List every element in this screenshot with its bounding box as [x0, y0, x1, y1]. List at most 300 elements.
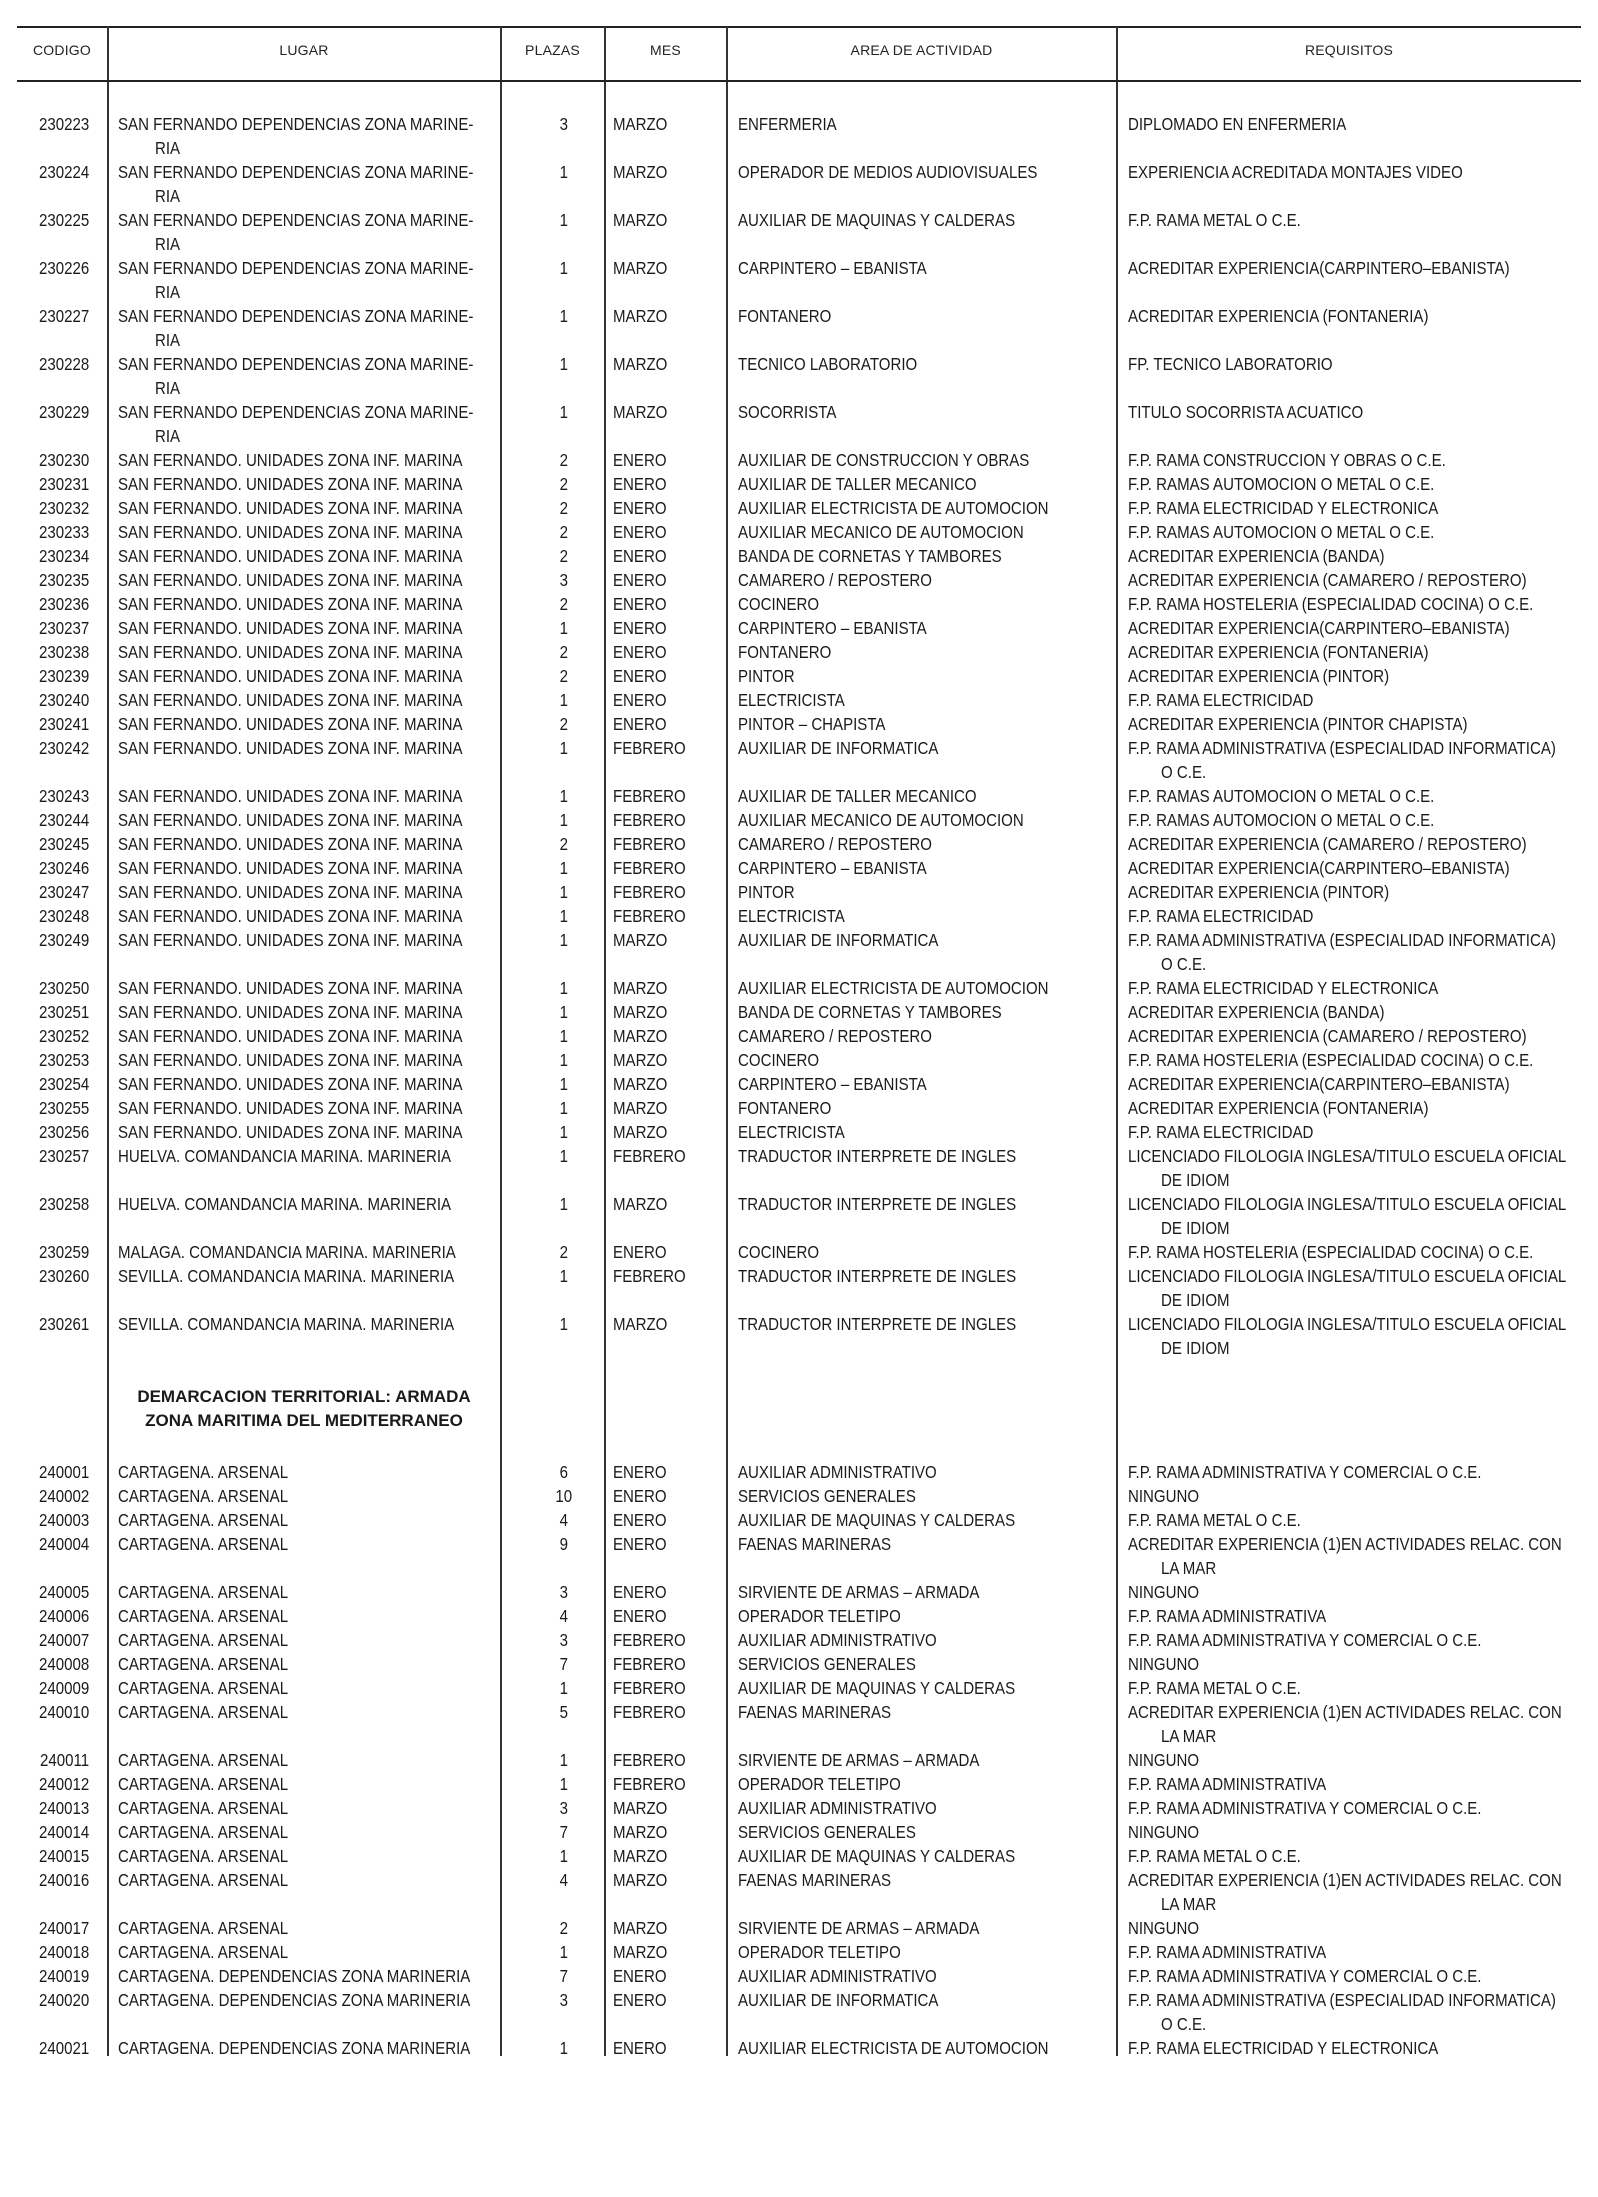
cell-codigo: 230224	[38, 162, 89, 182]
cell-lugar: HUELVA. COMANDANCIA MARINA. MARINERIA	[118, 1194, 452, 1214]
cell-plazas: 2	[559, 834, 569, 854]
cell-requisitos: F.P. RAMA HOSTELERIA (ESPECIALIDAD COCINA) O C.E.	[1128, 1050, 1534, 1070]
cell-codigo: 230252	[38, 1026, 89, 1046]
cell-plazas: 1	[559, 354, 569, 374]
cell-lugar: SAN FERNANDO. UNIDADES ZONA INF. MARINA	[118, 1050, 463, 1070]
cell-lugar: SAN FERNANDO DEPENDENCIAS ZONA MARINE-	[118, 258, 474, 278]
cell-mes: MARZO	[613, 930, 668, 950]
cell-plazas: 4	[559, 1870, 569, 1890]
cell-area: ELECTRICISTA	[738, 1122, 845, 1142]
cell-codigo: 230236	[38, 594, 89, 614]
cell-mes: MARZO	[613, 1870, 668, 1890]
cell-mes: MARZO	[613, 978, 668, 998]
cell-lugar: CARTAGENA. ARSENAL	[118, 1606, 289, 1626]
cell-plazas: 3	[559, 1630, 569, 1650]
cell-plazas: 7	[559, 1822, 569, 1842]
cell-plazas: 1	[559, 1266, 569, 1286]
cell-mes: MARZO	[613, 1314, 668, 1334]
cell-codigo: 240021	[38, 2038, 89, 2058]
header-bottom-rule	[17, 80, 1581, 82]
cell-lugar: SAN FERNANDO. UNIDADES ZONA INF. MARINA	[118, 1122, 463, 1142]
cell-plazas: 1	[559, 906, 569, 926]
cell-codigo: 230250	[38, 978, 89, 998]
cell-requisitos: ACREDITAR EXPERIENCIA (FONTANERIA)	[1128, 1098, 1429, 1118]
cell-mes: ENERO	[613, 2038, 667, 2058]
cell-plazas: 1	[559, 1002, 569, 1022]
cell-mes: FEBRERO	[613, 858, 686, 878]
cell-lugar: SAN FERNANDO. UNIDADES ZONA INF. MARINA	[118, 666, 463, 686]
cell-mes: FEBRERO	[613, 810, 686, 830]
cell-area: COCINERO	[738, 1050, 820, 1070]
cell-area: FONTANERO	[738, 1098, 832, 1118]
cell-mes: ENERO	[613, 1582, 667, 1602]
cell-plazas: 1	[559, 402, 569, 422]
cell-lugar: SAN FERNANDO DEPENDENCIAS ZONA MARINE-	[118, 306, 474, 326]
cell-mes: ENERO	[613, 1462, 667, 1482]
cell-plazas: 3	[559, 1798, 569, 1818]
cell-mes: MARZO	[613, 1846, 668, 1866]
cell-mes: MARZO	[613, 1122, 668, 1142]
cell-mes: FEBRERO	[613, 1750, 686, 1770]
cell-lugar: CARTAGENA. ARSENAL	[118, 1942, 289, 1962]
cell-lugar: CARTAGENA. ARSENAL	[118, 1750, 289, 1770]
cell-lugar: CARTAGENA. ARSENAL	[118, 1798, 289, 1818]
cell-area: SOCORRISTA	[738, 402, 837, 422]
cell-area: AUXILIAR ELECTRICISTA DE AUTOMOCION	[738, 498, 1049, 518]
cell-requisitos: ACREDITAR EXPERIENCIA (1)EN ACTIVIDADES RELAC. CON	[1128, 1870, 1562, 1890]
cell-lugar: CARTAGENA. ARSENAL	[118, 1846, 289, 1866]
cell-area: FAENAS MARINERAS	[738, 1534, 892, 1554]
cell-lugar: SAN FERNANDO. UNIDADES ZONA INF. MARINA	[118, 858, 463, 878]
cell-mes: ENERO	[613, 666, 667, 686]
cell-lugar: HUELVA. COMANDANCIA MARINA. MARINERIA	[118, 1146, 452, 1166]
cell-lugar: SAN FERNANDO DEPENDENCIAS ZONA MARINE-	[118, 114, 474, 134]
cell-requisitos: LICENCIADO FILOLOGIA INGLESA/TITULO ESCUELA OFICIAL	[1128, 1194, 1567, 1214]
cell-requisitos: NINGUNO	[1128, 1918, 1200, 1938]
cell-area: AUXILIAR DE TALLER MECANICO	[738, 786, 977, 806]
cell-requisitos: ACREDITAR EXPERIENCIA (BANDA)	[1128, 1002, 1385, 1022]
cell-lugar-continuation: RIA	[155, 234, 181, 254]
cell-plazas: 7	[559, 1654, 569, 1674]
cell-area: SERVICIOS GENERALES	[738, 1822, 916, 1842]
cell-requisitos: NINGUNO	[1128, 1654, 1200, 1674]
cell-codigo: 240009	[38, 1678, 89, 1698]
cell-mes: MARZO	[613, 1050, 668, 1070]
cell-mes: FEBRERO	[613, 1702, 686, 1722]
cell-requisitos-continuation: LA MAR	[1161, 1558, 1217, 1578]
cell-mes: FEBRERO	[613, 1266, 686, 1286]
column-divider	[1116, 26, 1118, 2056]
cell-plazas: 9	[559, 1534, 569, 1554]
cell-lugar: SAN FERNANDO. UNIDADES ZONA INF. MARINA	[118, 522, 463, 542]
column-divider	[500, 26, 502, 2056]
cell-lugar: SAN FERNANDO. UNIDADES ZONA INF. MARINA	[118, 1026, 463, 1046]
cell-plazas: 1	[559, 1750, 569, 1770]
cell-area: TRADUCTOR INTERPRETE DE INGLES	[738, 1266, 1017, 1286]
cell-area: AUXILIAR DE MAQUINAS Y CALDERAS	[738, 1846, 1016, 1866]
cell-requisitos: NINGUNO	[1128, 1486, 1200, 1506]
cell-lugar: CARTAGENA. ARSENAL	[118, 1822, 289, 1842]
cell-area: AUXILIAR DE CONSTRUCCION Y OBRAS	[738, 450, 1030, 470]
cell-requisitos: F.P. RAMA METAL O C.E.	[1128, 210, 1301, 230]
cell-codigo: 240006	[38, 1606, 89, 1626]
cell-mes: ENERO	[613, 546, 667, 566]
cell-mes: MARZO	[613, 1098, 668, 1118]
cell-area: OPERADOR TELETIPO	[738, 1774, 901, 1794]
cell-codigo: 240010	[38, 1702, 89, 1722]
cell-plazas: 1	[559, 2038, 569, 2058]
cell-requisitos: F.P. RAMAS AUTOMOCION O METAL O C.E.	[1128, 810, 1435, 830]
cell-area: ENFERMERIA	[738, 114, 837, 134]
cell-lugar-continuation: RIA	[155, 282, 181, 302]
cell-codigo: 230248	[38, 906, 89, 926]
cell-area: TRADUCTOR INTERPRETE DE INGLES	[738, 1194, 1017, 1214]
cell-lugar: SAN FERNANDO. UNIDADES ZONA INF. MARINA	[118, 810, 463, 830]
cell-lugar: SAN FERNANDO. UNIDADES ZONA INF. MARINA	[118, 570, 463, 590]
cell-mes: MARZO	[613, 1026, 668, 1046]
cell-area: AUXILIAR ADMINISTRATIVO	[738, 1798, 937, 1818]
cell-lugar: SAN FERNANDO DEPENDENCIAS ZONA MARINE-	[118, 402, 474, 422]
cell-plazas: 3	[559, 570, 569, 590]
cell-codigo: 230257	[38, 1146, 89, 1166]
cell-lugar: CARTAGENA. ARSENAL	[118, 1582, 289, 1602]
cell-requisitos: F.P. RAMA ADMINISTRATIVA Y COMERCIAL O C.E.	[1128, 1462, 1482, 1482]
cell-lugar: CARTAGENA. ARSENAL	[118, 1510, 289, 1530]
cell-mes: ENERO	[613, 690, 667, 710]
cell-requisitos: F.P. RAMA HOSTELERIA (ESPECIALIDAD COCINA) O C.E.	[1128, 594, 1534, 614]
cell-lugar: SAN FERNANDO. UNIDADES ZONA INF. MARINA	[118, 642, 463, 662]
cell-area: TECNICO LABORATORIO	[738, 354, 918, 374]
cell-plazas: 1	[559, 1050, 569, 1070]
cell-mes: MARZO	[613, 162, 668, 182]
cell-area: CAMARERO / REPOSTERO	[738, 1026, 933, 1046]
cell-plazas: 4	[559, 1510, 569, 1530]
cell-mes: MARZO	[613, 1798, 668, 1818]
cell-requisitos: ACREDITAR EXPERIENCIA (1)EN ACTIVIDADES RELAC. CON	[1128, 1702, 1562, 1722]
cell-codigo: 240001	[38, 1462, 89, 1482]
cell-plazas: 2	[559, 474, 569, 494]
cell-plazas: 1	[559, 1846, 569, 1866]
cell-requisitos: ACREDITAR EXPERIENCIA(CARPINTERO–EBANISTA)	[1128, 258, 1510, 278]
cell-area: AUXILIAR DE MAQUINAS Y CALDERAS	[738, 1510, 1016, 1530]
cell-requisitos-continuation: LA MAR	[1161, 1726, 1217, 1746]
cell-requisitos: ACREDITAR EXPERIENCIA (FONTANERIA)	[1128, 306, 1429, 326]
cell-mes: ENERO	[613, 1606, 667, 1626]
cell-codigo: 230234	[38, 546, 89, 566]
cell-mes: FEBRERO	[613, 738, 686, 758]
cell-plazas: 1	[559, 1026, 569, 1046]
cell-plazas: 1	[559, 210, 569, 230]
cell-plazas: 2	[559, 594, 569, 614]
cell-requisitos: F.P. RAMA METAL O C.E.	[1128, 1678, 1301, 1698]
cell-lugar: SAN FERNANDO DEPENDENCIAS ZONA MARINE-	[118, 354, 474, 374]
section-heading-line2: ZONA MARITIMA DEL MEDITERRANEO	[145, 1411, 463, 1430]
cell-area: ELECTRICISTA	[738, 906, 845, 926]
cell-requisitos: ACREDITAR EXPERIENCIA(CARPINTERO–EBANISTA)	[1128, 618, 1510, 638]
cell-area: TRADUCTOR INTERPRETE DE INGLES	[738, 1146, 1017, 1166]
cell-area: FONTANERO	[738, 306, 832, 326]
cell-plazas: 2	[559, 666, 569, 686]
cell-plazas: 2	[559, 1242, 569, 1262]
cell-mes: ENERO	[613, 1990, 667, 2010]
cell-codigo: 230254	[38, 1074, 89, 1094]
cell-plazas: 2	[559, 714, 569, 734]
cell-mes: MARZO	[613, 1918, 668, 1938]
cell-mes: ENERO	[613, 474, 667, 494]
cell-codigo: 240017	[38, 1918, 89, 1938]
cell-plazas: 1	[559, 930, 569, 950]
cell-lugar: SAN FERNANDO. UNIDADES ZONA INF. MARINA	[118, 1098, 463, 1118]
cell-lugar: SAN FERNANDO DEPENDENCIAS ZONA MARINE-	[118, 162, 474, 182]
cell-requisitos: F.P. RAMA METAL O C.E.	[1128, 1510, 1301, 1530]
cell-area: PINTOR	[738, 882, 795, 902]
cell-codigo: 230259	[38, 1242, 89, 1262]
cell-mes: ENERO	[613, 498, 667, 518]
cell-codigo: 230245	[38, 834, 89, 854]
cell-area: AUXILIAR DE INFORMATICA	[738, 1990, 939, 2010]
cell-codigo: 230223	[38, 114, 89, 134]
cell-lugar: SAN FERNANDO. UNIDADES ZONA INF. MARINA	[118, 906, 463, 926]
cell-mes: FEBRERO	[613, 1630, 686, 1650]
cell-codigo: 230261	[38, 1314, 89, 1334]
cell-plazas: 1	[559, 1942, 569, 1962]
cell-mes: FEBRERO	[613, 906, 686, 926]
cell-requisitos-continuation: DE IDIOM	[1161, 1290, 1230, 1310]
cell-codigo: 240016	[38, 1870, 89, 1890]
cell-lugar: SAN FERNANDO. UNIDADES ZONA INF. MARINA	[118, 474, 463, 494]
cell-requisitos: ACREDITAR EXPERIENCIA(CARPINTERO–EBANISTA)	[1128, 858, 1510, 878]
cell-codigo: 230246	[38, 858, 89, 878]
cell-codigo: 230237	[38, 618, 89, 638]
column-divider	[107, 26, 109, 2056]
cell-lugar: CARTAGENA. DEPENDENCIAS ZONA MARINERIA	[118, 1966, 471, 1986]
cell-requisitos: ACREDITAR EXPERIENCIA (FONTANERIA)	[1128, 642, 1429, 662]
cell-mes: MARZO	[613, 1194, 668, 1214]
cell-requisitos: F.P. RAMA CONSTRUCCION Y OBRAS O C.E.	[1128, 450, 1446, 470]
cell-area: FAENAS MARINERAS	[738, 1702, 892, 1722]
cell-requisitos-continuation: O C.E.	[1161, 954, 1207, 974]
cell-requisitos: NINGUNO	[1128, 1822, 1200, 1842]
cell-requisitos: TITULO SOCORRISTA ACUATICO	[1128, 402, 1364, 422]
cell-mes: MARZO	[613, 306, 668, 326]
cell-plazas: 1	[559, 978, 569, 998]
cell-plazas: 2	[559, 1918, 569, 1938]
cell-requisitos: ACREDITAR EXPERIENCIA (CAMARERO / REPOSTERO)	[1128, 570, 1527, 590]
cell-codigo: 230244	[38, 810, 89, 830]
cell-area: AUXILIAR ADMINISTRATIVO	[738, 1630, 937, 1650]
cell-codigo: 230240	[38, 690, 89, 710]
cell-area: AUXILIAR DE TALLER MECANICO	[738, 474, 977, 494]
cell-plazas: 2	[559, 546, 569, 566]
cell-codigo: 240014	[38, 1822, 89, 1842]
cell-lugar: CARTAGENA. ARSENAL	[118, 1654, 289, 1674]
cell-codigo: 230256	[38, 1122, 89, 1142]
cell-requisitos: F.P. RAMA ADMINISTRATIVA (ESPECIALIDAD INFORMATICA)	[1128, 738, 1556, 758]
cell-requisitos: ACREDITAR EXPERIENCIA (PINTOR)	[1128, 666, 1390, 686]
cell-plazas: 1	[559, 1098, 569, 1118]
cell-area: SIRVIENTE DE ARMAS – ARMADA	[738, 1750, 980, 1770]
cell-requisitos: F.P. RAMA ELECTRICIDAD Y ELECTRONICA	[1128, 2038, 1439, 2058]
cell-area: AUXILIAR DE MAQUINAS Y CALDERAS	[738, 1678, 1016, 1698]
cell-area: BANDA DE CORNETAS Y TAMBORES	[738, 1002, 1002, 1022]
cell-requisitos: ACREDITAR EXPERIENCIA (BANDA)	[1128, 546, 1385, 566]
cell-plazas: 1	[559, 162, 569, 182]
cell-lugar: SAN FERNANDO. UNIDADES ZONA INF. MARINA	[118, 714, 463, 734]
header-lugar: LUGAR	[279, 42, 329, 58]
cell-plazas: 1	[559, 1678, 569, 1698]
cell-requisitos: LICENCIADO FILOLOGIA INGLESA/TITULO ESCUELA OFICIAL	[1128, 1314, 1567, 1334]
cell-plazas: 1	[559, 1146, 569, 1166]
header-top-rule	[17, 26, 1581, 28]
cell-requisitos: F.P. RAMA ELECTRICIDAD	[1128, 1122, 1314, 1142]
cell-mes: FEBRERO	[613, 786, 686, 806]
cell-codigo: 240002	[38, 1486, 89, 1506]
cell-lugar-continuation: RIA	[155, 138, 181, 158]
cell-area: CAMARERO / REPOSTERO	[738, 834, 933, 854]
cell-codigo: 240013	[38, 1798, 89, 1818]
cell-area: CARPINTERO – EBANISTA	[738, 858, 927, 878]
cell-plazas: 3	[559, 1990, 569, 2010]
cell-codigo: 230239	[38, 666, 89, 686]
cell-requisitos: LICENCIADO FILOLOGIA INGLESA/TITULO ESCUELA OFICIAL	[1128, 1146, 1567, 1166]
cell-lugar: SAN FERNANDO. UNIDADES ZONA INF. MARINA	[118, 882, 463, 902]
cell-area: SIRVIENTE DE ARMAS – ARMADA	[738, 1582, 980, 1602]
cell-requisitos: F.P. RAMA HOSTELERIA (ESPECIALIDAD COCINA) O C.E.	[1128, 1242, 1534, 1262]
cell-requisitos: LICENCIADO FILOLOGIA INGLESA/TITULO ESCUELA OFICIAL	[1128, 1266, 1567, 1286]
cell-mes: FEBRERO	[613, 1146, 686, 1166]
cell-codigo: 230258	[38, 1194, 89, 1214]
cell-codigo: 240004	[38, 1534, 89, 1554]
cell-plazas: 4	[559, 1606, 569, 1626]
cell-codigo: 230231	[38, 474, 89, 494]
cell-requisitos: DIPLOMADO EN ENFERMERIA	[1128, 114, 1347, 134]
cell-area: AUXILIAR MECANICO DE AUTOMOCION	[738, 522, 1024, 542]
cell-area: CAMARERO / REPOSTERO	[738, 570, 933, 590]
cell-codigo: 240003	[38, 1510, 89, 1530]
cell-plazas: 5	[559, 1702, 569, 1722]
cell-codigo: 230255	[38, 1098, 89, 1118]
cell-requisitos: ACREDITAR EXPERIENCIA(CARPINTERO–EBANISTA)	[1128, 1074, 1510, 1094]
cell-codigo: 230242	[38, 738, 89, 758]
cell-plazas: 2	[559, 522, 569, 542]
cell-lugar-continuation: RIA	[155, 330, 181, 350]
cell-requisitos-continuation: DE IDIOM	[1161, 1338, 1230, 1358]
cell-lugar: SAN FERNANDO. UNIDADES ZONA INF. MARINA	[118, 738, 463, 758]
cell-lugar: SAN FERNANDO. UNIDADES ZONA INF. MARINA	[118, 546, 463, 566]
cell-mes: ENERO	[613, 570, 667, 590]
cell-lugar: CARTAGENA. DEPENDENCIAS ZONA MARINERIA	[118, 2038, 471, 2058]
cell-plazas: 1	[559, 258, 569, 278]
cell-mes: ENERO	[613, 522, 667, 542]
cell-mes: ENERO	[613, 1486, 667, 1506]
cell-area: AUXILIAR DE INFORMATICA	[738, 930, 939, 950]
cell-area: COCINERO	[738, 594, 820, 614]
cell-mes: ENERO	[613, 1966, 667, 1986]
cell-requisitos: ACREDITAR EXPERIENCIA (PINTOR CHAPISTA)	[1128, 714, 1468, 734]
cell-codigo: 230229	[38, 402, 89, 422]
cell-plazas: 2	[559, 498, 569, 518]
cell-mes: ENERO	[613, 1534, 667, 1554]
cell-requisitos: F.P. RAMA ELECTRICIDAD Y ELECTRONICA	[1128, 498, 1439, 518]
cell-plazas: 1	[559, 618, 569, 638]
cell-plazas: 1	[559, 882, 569, 902]
cell-requisitos: EXPERIENCIA ACREDITADA MONTAJES VIDEO	[1128, 162, 1463, 182]
cell-area: CARPINTERO – EBANISTA	[738, 618, 927, 638]
cell-area: TRADUCTOR INTERPRETE DE INGLES	[738, 1314, 1017, 1334]
cell-requisitos: NINGUNO	[1128, 1750, 1200, 1770]
cell-codigo: 230251	[38, 1002, 89, 1022]
cell-codigo: 240007	[38, 1630, 89, 1650]
cell-area: AUXILIAR ELECTRICISTA DE AUTOMOCION	[738, 2038, 1049, 2058]
section-heading-line1: DEMARCACION TERRITORIAL: ARMADA	[137, 1387, 471, 1406]
cell-mes: MARZO	[613, 1822, 668, 1842]
cell-mes: MARZO	[613, 1002, 668, 1022]
cell-area: AUXILIAR MECANICO DE AUTOMOCION	[738, 810, 1024, 830]
cell-area: CARPINTERO – EBANISTA	[738, 1074, 927, 1094]
cell-lugar: CARTAGENA. ARSENAL	[118, 1630, 289, 1650]
cell-requisitos-continuation: LA MAR	[1161, 1894, 1217, 1914]
cell-requisitos: F.P. RAMA ADMINISTRATIVA	[1128, 1774, 1327, 1794]
cell-lugar: SEVILLA. COMANDANCIA MARINA. MARINERIA	[118, 1314, 455, 1334]
cell-lugar: SEVILLA. COMANDANCIA MARINA. MARINERIA	[118, 1266, 455, 1286]
cell-mes: MARZO	[613, 1074, 668, 1094]
cell-codigo: 230238	[38, 642, 89, 662]
cell-area: BANDA DE CORNETAS Y TAMBORES	[738, 546, 1002, 566]
cell-lugar: SAN FERNANDO. UNIDADES ZONA INF. MARINA	[118, 690, 463, 710]
cell-codigo: 230232	[38, 498, 89, 518]
cell-area: PINTOR	[738, 666, 795, 686]
cell-lugar: SAN FERNANDO. UNIDADES ZONA INF. MARINA	[118, 930, 463, 950]
cell-codigo: 240012	[38, 1774, 89, 1794]
cell-mes: ENERO	[613, 1242, 667, 1262]
cell-mes: FEBRERO	[613, 834, 686, 854]
cell-codigo: 240005	[38, 1582, 89, 1602]
cell-lugar: CARTAGENA. ARSENAL	[118, 1774, 289, 1794]
cell-lugar: SAN FERNANDO DEPENDENCIAS ZONA MARINE-	[118, 210, 474, 230]
cell-area: AUXILIAR ADMINISTRATIVO	[738, 1966, 937, 1986]
cell-plazas: 1	[559, 1122, 569, 1142]
cell-plazas: 3	[559, 114, 569, 134]
cell-area: FAENAS MARINERAS	[738, 1870, 892, 1890]
cell-area: AUXILIAR DE INFORMATICA	[738, 738, 939, 758]
cell-requisitos: F.P. RAMA METAL O C.E.	[1128, 1846, 1301, 1866]
cell-area: PINTOR – CHAPISTA	[738, 714, 886, 734]
cell-area: CARPINTERO – EBANISTA	[738, 258, 927, 278]
cell-lugar: CARTAGENA. ARSENAL	[118, 1870, 289, 1890]
cell-requisitos: F.P. RAMA ADMINISTRATIVA	[1128, 1606, 1327, 1626]
cell-requisitos: F.P. RAMA ADMINISTRATIVA (ESPECIALIDAD INFORMATICA)	[1128, 1990, 1556, 2010]
cell-plazas: 3	[559, 1582, 569, 1602]
cell-lugar: MALAGA. COMANDANCIA MARINA. MARINERIA	[118, 1242, 456, 1262]
cell-lugar-continuation: RIA	[155, 426, 181, 446]
header-area: AREA DE ACTIVIDAD	[850, 42, 993, 58]
cell-lugar-continuation: RIA	[155, 186, 181, 206]
cell-requisitos: F.P. RAMA ELECTRICIDAD Y ELECTRONICA	[1128, 978, 1439, 998]
cell-plazas: 1	[559, 306, 569, 326]
cell-codigo: 230227	[38, 306, 89, 326]
cell-requisitos: ACREDITAR EXPERIENCIA (1)EN ACTIVIDADES RELAC. CON	[1128, 1534, 1562, 1554]
cell-codigo: 240020	[38, 1990, 89, 2010]
cell-codigo: 230228	[38, 354, 89, 374]
cell-mes: ENERO	[613, 594, 667, 614]
cell-codigo: 240018	[38, 1942, 89, 1962]
cell-requisitos: ACREDITAR EXPERIENCIA (CAMARERO / REPOSTERO)	[1128, 1026, 1527, 1046]
cell-lugar: SAN FERNANDO. UNIDADES ZONA INF. MARINA	[118, 786, 463, 806]
column-divider	[726, 26, 728, 2056]
cell-requisitos: F.P. RAMA ADMINISTRATIVA	[1128, 1942, 1327, 1962]
cell-codigo: 230260	[38, 1266, 89, 1286]
cell-lugar: SAN FERNANDO. UNIDADES ZONA INF. MARINA	[118, 978, 463, 998]
